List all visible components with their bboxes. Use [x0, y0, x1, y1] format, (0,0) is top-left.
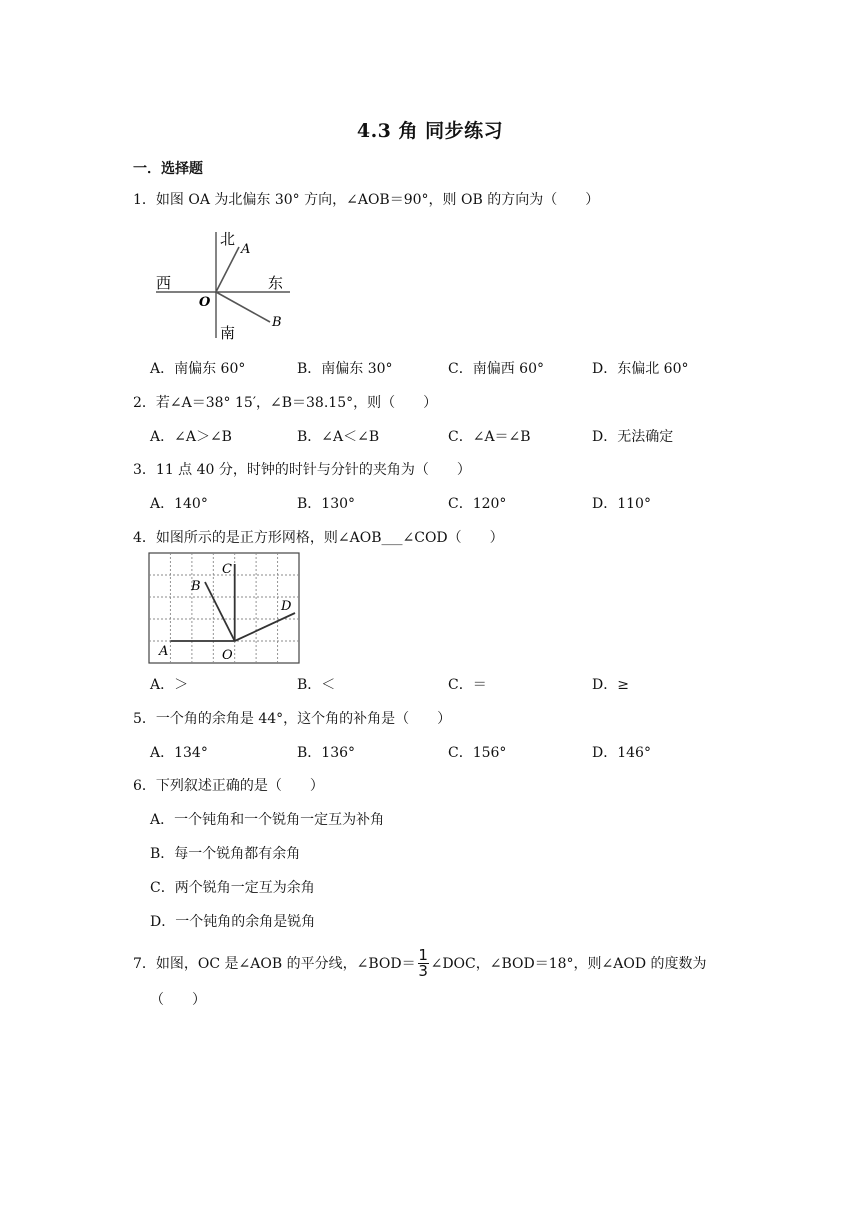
label-c: C — [222, 562, 232, 577]
fraction-one-third — [418, 948, 429, 979]
ray-oa — [216, 247, 239, 292]
q7-stem-part2: ∠DOC，∠BOD＝18°，则∠AOD 的度数为 — [430, 955, 707, 972]
label-east: 东 — [268, 274, 284, 292]
q1-option-a: A．南偏东 60° — [150, 361, 246, 377]
label-o: O — [199, 295, 211, 310]
question-3-stem: 3．11 点 40 分，时钟的时针与分针的夹角为（ ） — [133, 462, 471, 478]
q6-option-d: D．一个钝角的余角是锐角 — [150, 914, 316, 930]
q3-option-a: A．140° — [150, 496, 208, 512]
q4-option-b: B．＜ — [297, 677, 336, 693]
label-o: O — [222, 648, 233, 663]
q7-answer-paren: （ ） — [150, 992, 206, 1008]
q1-option-d: D．东偏北 60° — [592, 361, 689, 377]
question-6-stem: 6．下列叙述正确的是（ ） — [133, 778, 324, 794]
question-1-stem: 1．如图 OA 为北偏东 30° 方向，∠AOB＝90°，则 OB 的方向为（ ） — [133, 192, 600, 208]
q7-stem-part1: 7．如图，OC 是∠AOB 的平分线，∠BOD＝ — [133, 955, 416, 972]
q4-option-d: D．≥ — [592, 677, 629, 693]
section-heading: 一．选择题 — [133, 161, 203, 177]
label-a: A — [241, 242, 251, 257]
label-b: B — [191, 579, 201, 594]
q2-option-a: A．∠A＞∠B — [150, 429, 232, 445]
label-north: 北 — [220, 230, 236, 248]
q6-option-a: A．一个钝角和一个锐角一定互为补角 — [150, 812, 385, 828]
q4-option-c: C．＝ — [448, 677, 487, 693]
q3-option-b: B．130° — [297, 496, 356, 512]
question-7-stem — [133, 948, 707, 979]
q2-option-b: B．∠A＜∠B — [297, 429, 380, 445]
q6-option-c: C．两个锐角一定互为余角 — [150, 880, 315, 896]
q4-option-a: A．＞ — [150, 677, 189, 693]
q5-option-b: B．136° — [297, 745, 356, 761]
label-south: 南 — [220, 324, 236, 342]
q5-option-c: C．156° — [448, 745, 507, 761]
question-5-stem: 5．一个角的余角是 44°，这个角的补角是（ ） — [133, 711, 452, 727]
label-b: B — [272, 315, 282, 330]
q3-option-d: D．110° — [592, 496, 651, 512]
ray-ob — [205, 582, 235, 641]
q6-option-b: B．每一个锐角都有余角 — [150, 846, 301, 862]
question-1-figure — [150, 226, 295, 344]
q2-option-c: C．∠A＝∠B — [448, 429, 531, 445]
q5-option-d: D．146° — [592, 745, 651, 761]
question-2-stem: 2．若∠A＝38° 15′，∠B＝38.15°，则（ ） — [133, 395, 438, 411]
fraction-numerator: 1 — [418, 946, 428, 964]
label-a: A — [159, 644, 169, 659]
q1-option-b: B．南偏东 30° — [297, 361, 393, 377]
q1-option-c: C．南偏西 60° — [448, 361, 544, 377]
ray-od — [235, 613, 295, 641]
page-title: 4.3 角 同步练习 — [356, 120, 504, 142]
q5-option-a: A．134° — [150, 745, 208, 761]
question-4-grid-figure — [148, 552, 302, 666]
label-d: D — [281, 599, 292, 614]
ray-ob — [216, 292, 270, 322]
question-4-stem: 4．如图所示的是正方形网格，则∠AOB___∠COD（ ） — [133, 530, 504, 546]
label-west: 西 — [156, 274, 172, 292]
q2-option-d: D．无法确定 — [592, 429, 674, 445]
fraction-denominator: 3 — [418, 962, 428, 980]
q3-option-c: C．120° — [448, 496, 507, 512]
